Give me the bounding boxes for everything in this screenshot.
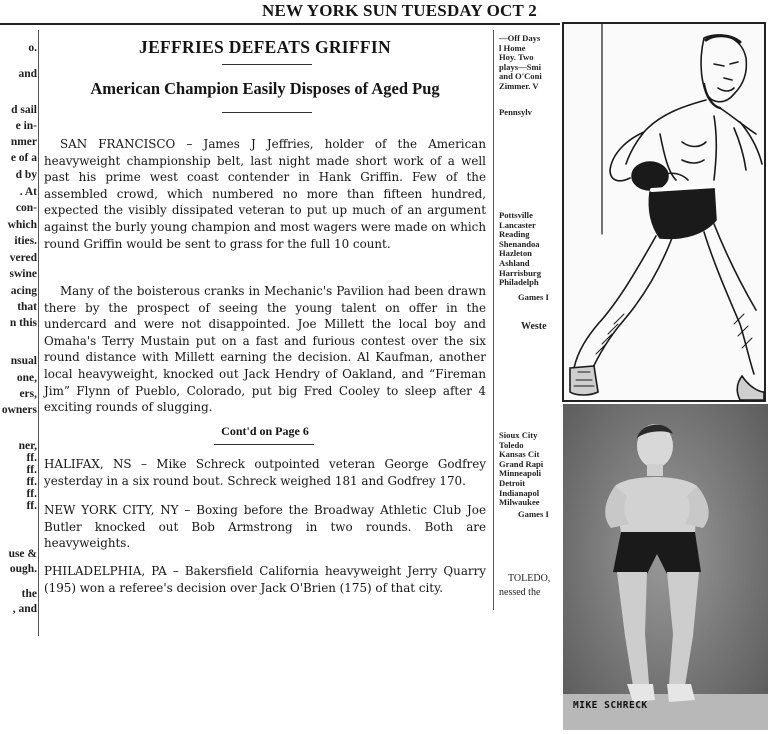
left-fragment-line: d by xyxy=(15,169,37,181)
left-fragment-line: nsual xyxy=(10,355,37,367)
right-fragment-line: Ashland xyxy=(499,257,530,268)
article-headline: JEFFRIES DEFEATS GRIFFIN xyxy=(139,37,391,57)
right-fragment-line: Kansas Cit xyxy=(499,449,540,460)
column-divider-right xyxy=(493,30,494,610)
right-fragment-line: Indianapol xyxy=(499,487,540,498)
right-fragment-line: —Off Days xyxy=(499,33,541,43)
left-fragment-line: nmer xyxy=(10,136,37,148)
right-fragment-line: Hoy. Two xyxy=(499,52,534,63)
column-divider-left xyxy=(38,30,39,636)
right-fragment-heading: Weste xyxy=(521,321,547,332)
left-fragment-line: ff. xyxy=(26,464,37,476)
right-fragment-line: Harrisburg xyxy=(499,267,542,278)
masthead-rule xyxy=(0,23,560,25)
left-fragment-line: ff. xyxy=(26,476,37,488)
left-fragment-line: swine xyxy=(9,268,37,280)
right-fragment-line: plays—Smi xyxy=(499,61,542,72)
left-fragment-line: and xyxy=(18,68,37,80)
right-fragment-line: Hazleton xyxy=(499,248,532,259)
news-brief: PHILADELPHIA, PA – Bakersfield California heavyweight Jerry Quarry (195) won a referee's decision over Jack O'Brien (175) of that city. xyxy=(44,564,486,595)
right-fragment-line: and O'Coni xyxy=(499,71,542,82)
continued-notice: Cont'd on Page 6 xyxy=(221,424,309,438)
boxer-drawing-icon xyxy=(564,24,764,400)
right-fragment-heading: Pennsylv xyxy=(499,107,532,117)
right-column-fragment xyxy=(499,211,559,288)
left-fragment-line: ff. xyxy=(26,452,37,464)
left-fragment-line: . At xyxy=(19,186,37,198)
right-fragment-line: Shenandoa xyxy=(499,238,540,249)
right-column-fragment xyxy=(499,108,559,118)
right-column-fragment xyxy=(499,572,568,600)
right-fragment-line: Philadelph xyxy=(499,277,539,288)
right-fragment-line: Detroit xyxy=(499,477,526,488)
right-fragment-line: l Home xyxy=(499,42,526,53)
boxer-photo xyxy=(563,404,768,730)
left-fragment-line: con- xyxy=(15,202,37,214)
left-fragment-line: e in- xyxy=(15,120,37,132)
article-paragraph: Many of the boisterous cranks in Mechanic's Pavilion had been drawn there by the prospect of seeing the young talent on offer in the undercard and were not disappointed. Joe Millett the local boy and Omaha's Terry Mustain put on a fast and furious contest over the six round distance with Millett earning the decision. Al Kaufman, another local heavyweight, knocked out Jack Hendry of Oakland, and “Fireman Jim” Flynn of Pueblo, Colorado, put big Fred Cooley to sleep after 4 exciting rounds of slugging. xyxy=(44,284,486,415)
right-fragment-line: Grand Rapi xyxy=(499,458,544,469)
news-brief: NEW YORK CITY, NY – Boxing before the Broadway Athletic Club Joe Butler knocked out Bob Armstrong in two rounds. Both are heavyweights. xyxy=(44,503,486,551)
left-column-fragment xyxy=(0,36,38,631)
left-fragment-line: ities. xyxy=(14,235,37,247)
news-brief: HALIFAX, NS – Mike Schreck outpointed veteran George Godfrey yesterday in a six round bout. Schreck weighed 181 and Godfrey 170. xyxy=(44,457,486,488)
left-fragment-line: d sail xyxy=(11,104,37,116)
subhead-rule xyxy=(222,112,312,113)
left-fragment-line: the xyxy=(21,588,37,600)
left-fragment-line: vered xyxy=(9,252,37,264)
right-fragment-line: Lancaster xyxy=(499,219,536,230)
headline-rule xyxy=(222,64,312,65)
left-fragment-line: ough. xyxy=(9,563,37,575)
right-fragment-line: Games I xyxy=(518,292,549,302)
right-column-fragment xyxy=(499,431,559,508)
left-fragment-line: which xyxy=(7,219,37,231)
right-fragment-line: Reading xyxy=(499,229,530,240)
boxer-photo-icon xyxy=(563,404,768,730)
left-fragment-line: acing xyxy=(10,285,37,297)
left-fragment-line: o. xyxy=(28,42,37,54)
left-fragment-line: ff. xyxy=(26,500,37,512)
right-fragment-line: Zimmer. V xyxy=(499,80,539,91)
continued-rule xyxy=(214,444,314,445)
masthead: NEW YORK SUN TUESDAY OCT 2 xyxy=(262,1,537,20)
boxer-illustration xyxy=(562,22,766,402)
left-fragment-line: , and xyxy=(12,603,37,615)
left-fragment-line: e of a xyxy=(10,152,37,164)
article-subhead: American Champion Easily Disposes of Aged Pug xyxy=(90,79,440,98)
photo-caption: MIKE SCHRECK xyxy=(573,700,648,711)
left-fragment-line: use & xyxy=(8,548,37,560)
left-fragment-line: ner, xyxy=(18,440,37,452)
right-fragment-line: Milwaukee xyxy=(499,497,540,508)
article-paragraph: SAN FRANCISCO – James J Jeffries, holder of the American heavyweight championship belt, last night made short work of a well past his prime west coast contender in Hank Griffin. Few of the assembled crowd, which numbered no more than fifteen hundred, expected the visibly dissipated veteran to put up much of an argument against the burly young champion and most wagers were made on which round Griffin would be sent to grass for the full 10 count. xyxy=(44,137,486,251)
right-fragment-line: Pottsville xyxy=(499,210,533,220)
left-fragment-line: n this xyxy=(9,317,37,329)
left-fragment-line: one, xyxy=(16,372,37,384)
right-fragment-line: TOLEDO, xyxy=(508,573,551,584)
left-fragment-line: ff. xyxy=(26,488,37,500)
right-column-fragment xyxy=(499,34,559,92)
left-fragment-line: ers, xyxy=(19,388,37,400)
right-fragment-line: Toledo xyxy=(499,439,524,450)
right-fragment-line: Games I xyxy=(518,509,549,519)
left-fragment-line: that xyxy=(17,301,37,313)
right-fragment-line: Minneapoli xyxy=(499,468,542,479)
left-fragment-line: owners xyxy=(1,404,37,416)
right-fragment-line: nessed the xyxy=(499,587,541,598)
right-fragment-line: Sioux City xyxy=(499,430,538,440)
